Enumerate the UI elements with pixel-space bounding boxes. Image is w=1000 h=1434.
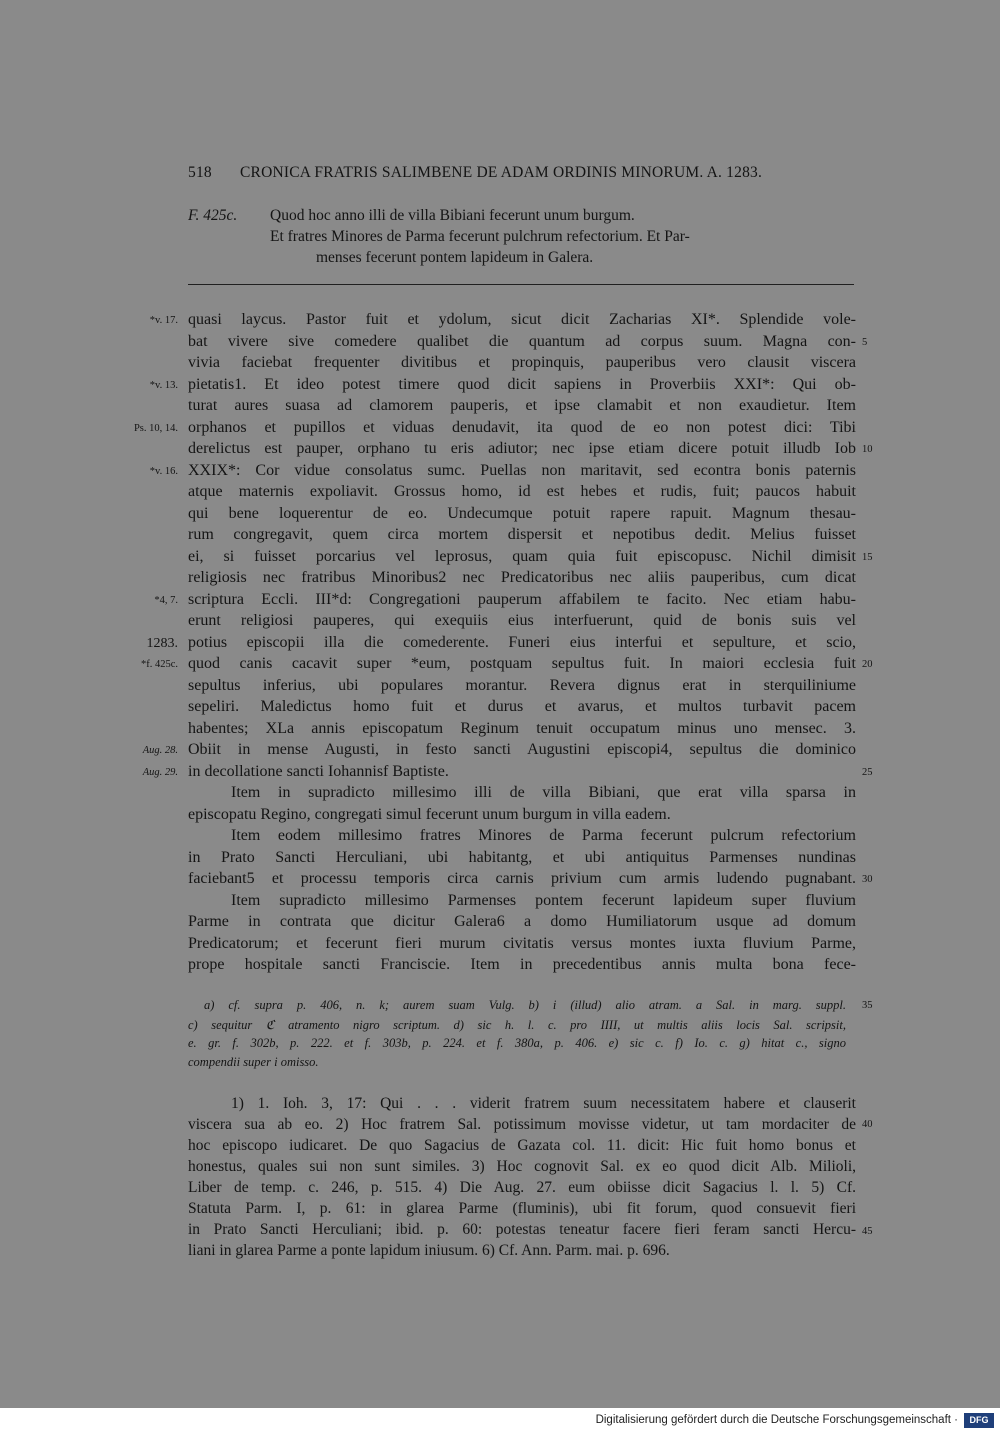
text-line: atque maternis expoliavit. Grossus homo, id est hebes et rudis, fuit; paucos habuit xyxy=(188,483,856,500)
running-header xyxy=(188,164,820,182)
text-line: sepultus inferius, ubi populares morantur. Revera dignus erat in sterquiliniume xyxy=(188,677,856,694)
line-number: 5 xyxy=(862,337,868,348)
footnote-line: liani in glarea Parme a ponte lapidum iniusum. 6) Cf. Ann. Parm. mai. p. 696. xyxy=(188,1242,670,1259)
dfg-logo[interactable]: DFG xyxy=(964,1413,994,1428)
footnote-line: honestus, quales sui non sunt similes. 3) Hoc cognovit Sal. ex eo quod dicit Alb. Milioli, xyxy=(188,1158,856,1175)
text-line: Obiit in mense Augusti, in festo sancti Augustini episcopi4, sepultus die dominico xyxy=(188,741,856,758)
margin-note: Aug. 29. xyxy=(142,767,178,778)
text-line: pietatis1. Et ideo potest timere quod dicit sapiens in Proverbiis XXI*: Qui ob- xyxy=(188,376,856,393)
footnote-line: viscera sua ab eo. 2) Hoc fratrem Sal. potissimum movisse videtur, ut tam mordaciter de xyxy=(188,1116,856,1133)
text-line: ei, si fuisset porcarius vel leprosus, quam quia fuit episcopusc. Nichil dimisit xyxy=(188,548,856,565)
text-line: religiosis nec fratribus Minoribus2 nec Predicatoribus nec aliis pauperibus, cum dicat xyxy=(188,569,856,586)
margin-note: *v. 16. xyxy=(149,466,178,477)
text-line: Item supradicto millesimo Parmenses pontem fecerunt lapideum super fluvium xyxy=(231,892,856,909)
text-line: quod canis cacavit super *eum, postquam sepultus fuit. In maiori ecclesia fuit xyxy=(188,655,856,672)
line-number: 45 xyxy=(862,1226,873,1237)
footnote-line: 1) 1. Ioh. 3, 17: Qui . . . viderit fratrem suum necessitatem habere et clauserit xyxy=(231,1095,856,1112)
text-line: derelictus est pauper, orphano tu eris adiutor; nec ipse etiam dicere potuit illudb Iob xyxy=(188,440,856,457)
text-line: qui bene loquerentur de eo. Undecumque potuit rapere rapuit. Magnum thesau- xyxy=(188,505,856,522)
header-rule xyxy=(188,284,854,285)
text-line: orphanos et pupillos et viduas denudavit, ita quod de eo non potest dici: Tibi xyxy=(188,419,856,436)
text-line: turat aures suasa ad clamorem pauperis, et ipse clamabit et non exaudietur. Item xyxy=(188,397,856,414)
text-line: habentes; XLa annis episcopatum Reginum tenuit occupatum minus uno mensec. 3. xyxy=(188,720,856,737)
summary-line: menses fecerunt pontem lapideum in Galera. xyxy=(316,249,594,266)
margin-note: *f. 425c. xyxy=(140,659,178,670)
apparatus-line: c) sequitur ℭ atramento nigro scriptum. d) sic h. l. c. pro IIII, ut multis aliis locis Sal. scripsit, xyxy=(188,1018,846,1032)
text-line: Item in supradicto millesimo illi de villa Bibiani, que erat villa sparsa in xyxy=(231,784,856,801)
text-line: prope hospitale sancti Franciscie. Item in precedentibus annis multa bona fece- xyxy=(188,956,856,973)
margin-note: *4, 7. xyxy=(154,595,178,606)
text-line: Predicatorum; et fecerunt fieri murum civitatis versus montes iuxta fluvium Parme, xyxy=(188,935,856,952)
text-line: in Prato Sancti Herculiani, ubi habitantg, et ubi antiquitus Parmenses nundinas xyxy=(188,849,856,866)
text-line: scriptura Eccli. III*d: Congregationi pauperum affabilem te facito. Nec etiam habu- xyxy=(188,591,856,608)
line-number: 20 xyxy=(862,659,873,670)
text-line: XXIX*: Cor vidue consolatus sumc. Puellas non maritavit, sed econtra bonis paternis xyxy=(188,462,856,479)
footer-bar xyxy=(0,1408,1000,1434)
margin-note: *v. 17. xyxy=(149,315,178,326)
text-line: potius episcopii illa die comederente. Funeri eius interfui et sepulture, et scio, xyxy=(188,634,856,651)
margin-note: Aug. 28. xyxy=(142,745,178,756)
footnote-line: Liber de temp. c. 246, p. 515. 4) Die Aug. 27. eum obiisse dicit Sagacius l. l. 5) Cf. xyxy=(188,1179,856,1196)
margin-note: Ps. 10, 14. xyxy=(133,423,178,434)
funding-notice: Digitalisierung gefördert durch die Deutsche Forschungsgemeinschaft · xyxy=(595,1414,958,1426)
text-line: in decollatione sancti Iohannisf Baptiste. xyxy=(188,763,449,780)
text-line: sepeliri. Maledictus homo fuit et durus et avarus, et multos turbavit pacem xyxy=(188,698,856,715)
text-line: Parme in contrata que dicitur Galera6 a domo Humiliatorum usque ad domum xyxy=(188,913,856,930)
folio-mark: F. 425c. xyxy=(188,207,238,224)
margin-note: *v. 13. xyxy=(149,380,178,391)
footnote-line: hoc episcopo iudicaret. De quo Sagacius de Gazata col. 11. dicit: Hic fuit homo bonus et xyxy=(188,1137,856,1154)
line-number: 25 xyxy=(862,767,873,778)
apparatus-line: e. gr. f. 302b, p. 222. et f. 303b, p. 224. et f. 380a, p. 406. e) sic c. f) Io. c. g) hitat c., signo xyxy=(188,1036,846,1050)
page-number: 518 xyxy=(188,164,212,181)
line-number: 40 xyxy=(862,1119,873,1130)
line-number: 10 xyxy=(862,444,873,455)
text-line: faciebant5 et processu temporis circa carnis privium cum armis ludendo pugnabant. xyxy=(188,870,856,887)
footnote-line: Statuta Parm. I, p. 61: in glarea Parme (fluminis), ubi fit forum, quod consuevit fieri xyxy=(188,1200,856,1217)
text-line: quasi laycus. Pastor fuit et ydolum, sicut dicit Zacharias XI*. Splendide vole- xyxy=(188,311,856,328)
summary-line: Et fratres Minores de Parma fecerunt pulchrum refectorium. Et Par- xyxy=(270,228,690,245)
text-line: episcopatu Regino, congregati simul fecerunt unum burgum in villa eadem. xyxy=(188,806,671,823)
footnote-line: in Prato Sancti Herculiani; ibid. p. 60: potestas teneatur facere fieri feram sancti Hercu- xyxy=(188,1221,856,1238)
text-line: vivia faciebat frequenter divitibus et propinquis, pauperibus vero clausit viscera xyxy=(188,354,856,371)
apparatus-line: compendii super i omisso. xyxy=(188,1055,319,1069)
text-line: erunt religiosi pauperes, qui exequiis eius interfuerunt, quid de bonis suis vel xyxy=(188,612,856,629)
text-line: bat vivere sive comedere qualibet die quantum ad corpus suum. Magna con- xyxy=(188,333,856,350)
margin-note: 1283. xyxy=(146,636,178,651)
running-title: CRONICA FRATRIS SALIMBENE DE ADAM ORDINIS MINORUM. A. 1283. xyxy=(240,164,763,181)
line-number: 35 xyxy=(862,1000,873,1011)
text-line: rum congregavit, quem circa mortem dispersit et nepotibus dedit. Melius fuisset xyxy=(188,526,856,543)
line-number: 15 xyxy=(862,552,873,563)
apparatus-line: a) cf. supra p. 406, n. k; aurem suam Vulg. b) i (illud) alio atram. a Sal. in marg. suppl. xyxy=(204,998,846,1012)
summary-line: Quod hoc anno illi de villa Bibiani fecerunt unum burgum. xyxy=(270,207,635,224)
line-number: 30 xyxy=(862,874,873,885)
text-line: Item eodem millesimo fratres Minores de Parma fecerunt pulcrum refectorium xyxy=(231,827,856,844)
